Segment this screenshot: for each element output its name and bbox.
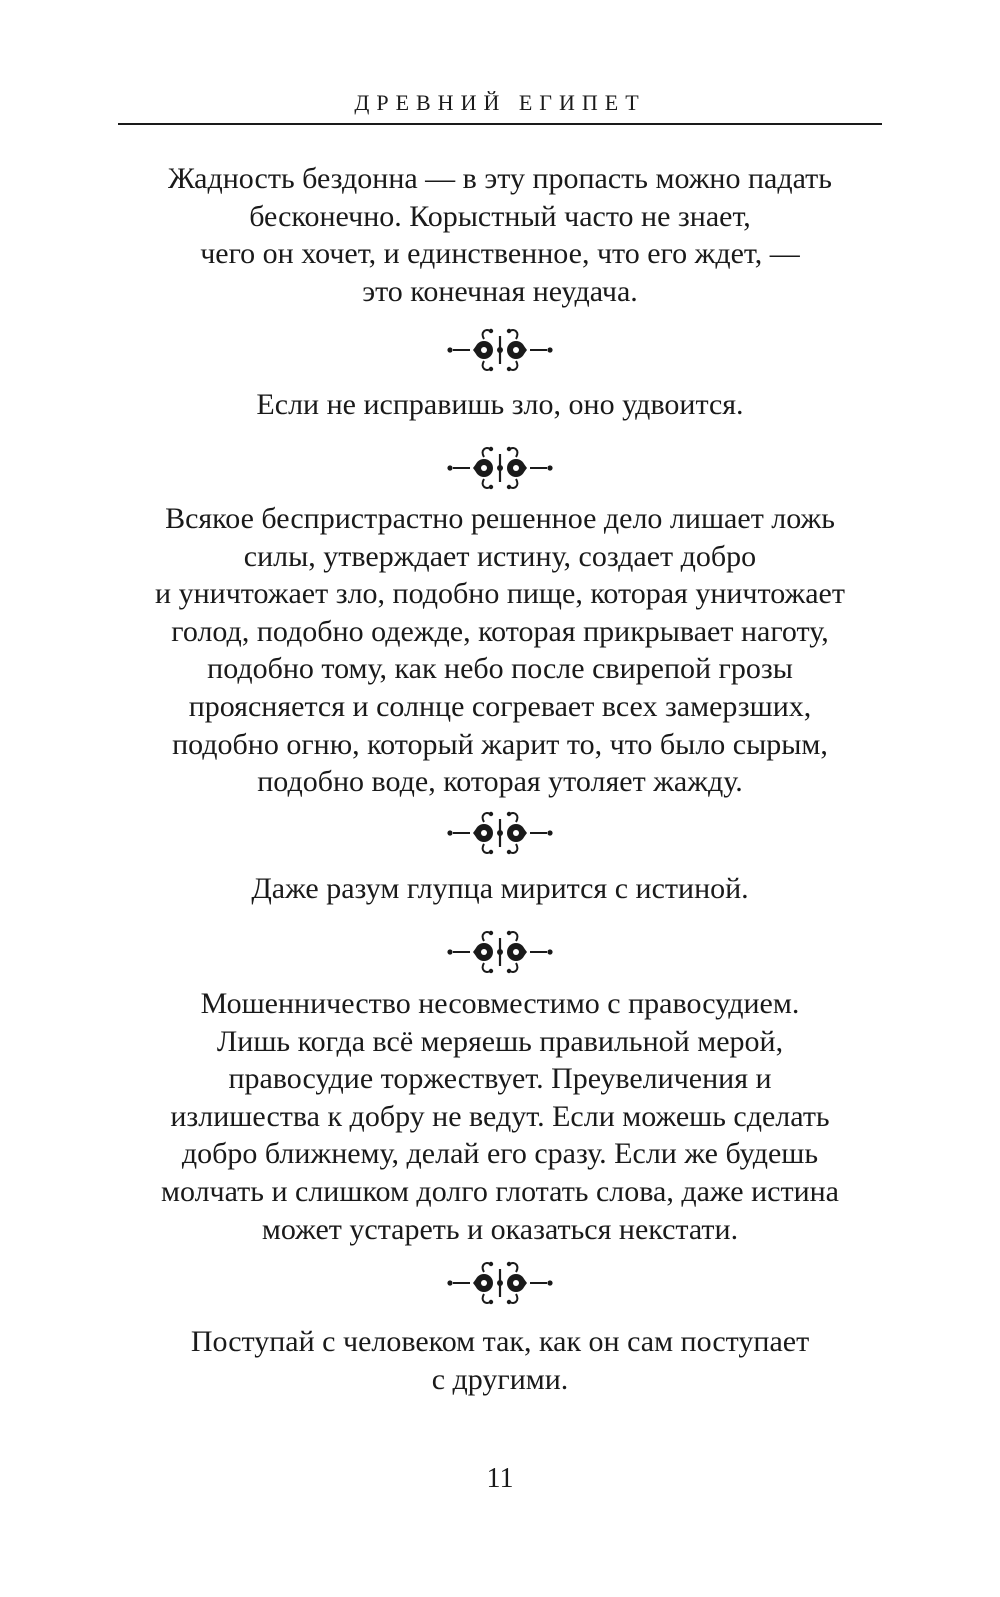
saying-3 bbox=[100, 500, 900, 801]
saying-line: добро ближнему, делай его сразу. Если же будешь bbox=[181, 1137, 819, 1171]
saying-line: Всякое беспристрастно решенное дело лишает ложь bbox=[165, 502, 835, 535]
saying-line: подобно огню, который жарит то, что было сырым, bbox=[172, 727, 828, 761]
saying-line: Если не исправишь зло, оно удвоится. bbox=[256, 388, 744, 421]
saying-line: Жадность бездонна — в эту пропасть можно падать bbox=[168, 162, 832, 195]
saying-2 bbox=[100, 386, 900, 424]
floral-divider-icon bbox=[440, 320, 560, 380]
saying-line: правосудие торжествует. Преувеличения и bbox=[228, 1062, 772, 1096]
saying-line: бесконечно. Корыстный часто не знает, bbox=[249, 199, 751, 233]
saying-line: молчать и слишком долго глотать слова, даже истина bbox=[160, 1174, 839, 1208]
saying-line: Мошенничество несовместимо с правосудием. bbox=[200, 987, 800, 1020]
saying-line: голод, подобно одежде, которая прикрывает наготу, bbox=[171, 614, 829, 648]
saying-line: Поступай с человеком так, как он сам поступает bbox=[190, 1325, 810, 1358]
saying-line: с другими. bbox=[431, 1362, 569, 1396]
saying-line: подобно тому, как небо после свирепой грозы bbox=[207, 652, 793, 686]
saying-line: Даже разум глупца мирится с истиной. bbox=[251, 872, 749, 905]
saying-line: это конечная неудача. bbox=[362, 274, 638, 308]
saying-line: проясняется и солнце согревает всех замерзших, bbox=[188, 689, 812, 723]
saying-line: силы, утверждает истину, создает добро bbox=[243, 539, 757, 573]
floral-divider-icon bbox=[440, 803, 560, 863]
saying-line: и уничтожает зло, подобно пище, которая уничтожает bbox=[155, 577, 845, 611]
saying-4 bbox=[100, 870, 900, 908]
saying-5 bbox=[100, 985, 900, 1248]
floral-divider-icon bbox=[440, 922, 560, 982]
saying-line: чего он хочет, и единственное, что его ждет, — bbox=[200, 237, 800, 271]
saying-1 bbox=[100, 160, 900, 310]
running-head: ДРЕВНИЙ ЕГИПЕТ bbox=[354, 90, 646, 115]
header-rule bbox=[118, 123, 882, 125]
saying-line: излишества к добру не ведут. Если можешь сделать bbox=[170, 1099, 830, 1133]
saying-line: может устареть и оказаться некстати. bbox=[261, 1212, 739, 1246]
saying-line: Лишь когда всё меряешь правильной мерой, bbox=[216, 1024, 784, 1058]
saying-6 bbox=[100, 1323, 900, 1398]
floral-divider-icon bbox=[440, 438, 560, 498]
floral-divider-icon bbox=[440, 1253, 560, 1313]
page-number: 11 bbox=[486, 1463, 514, 1494]
saying-line: подобно воде, которая утоляет жажду. bbox=[257, 765, 743, 799]
